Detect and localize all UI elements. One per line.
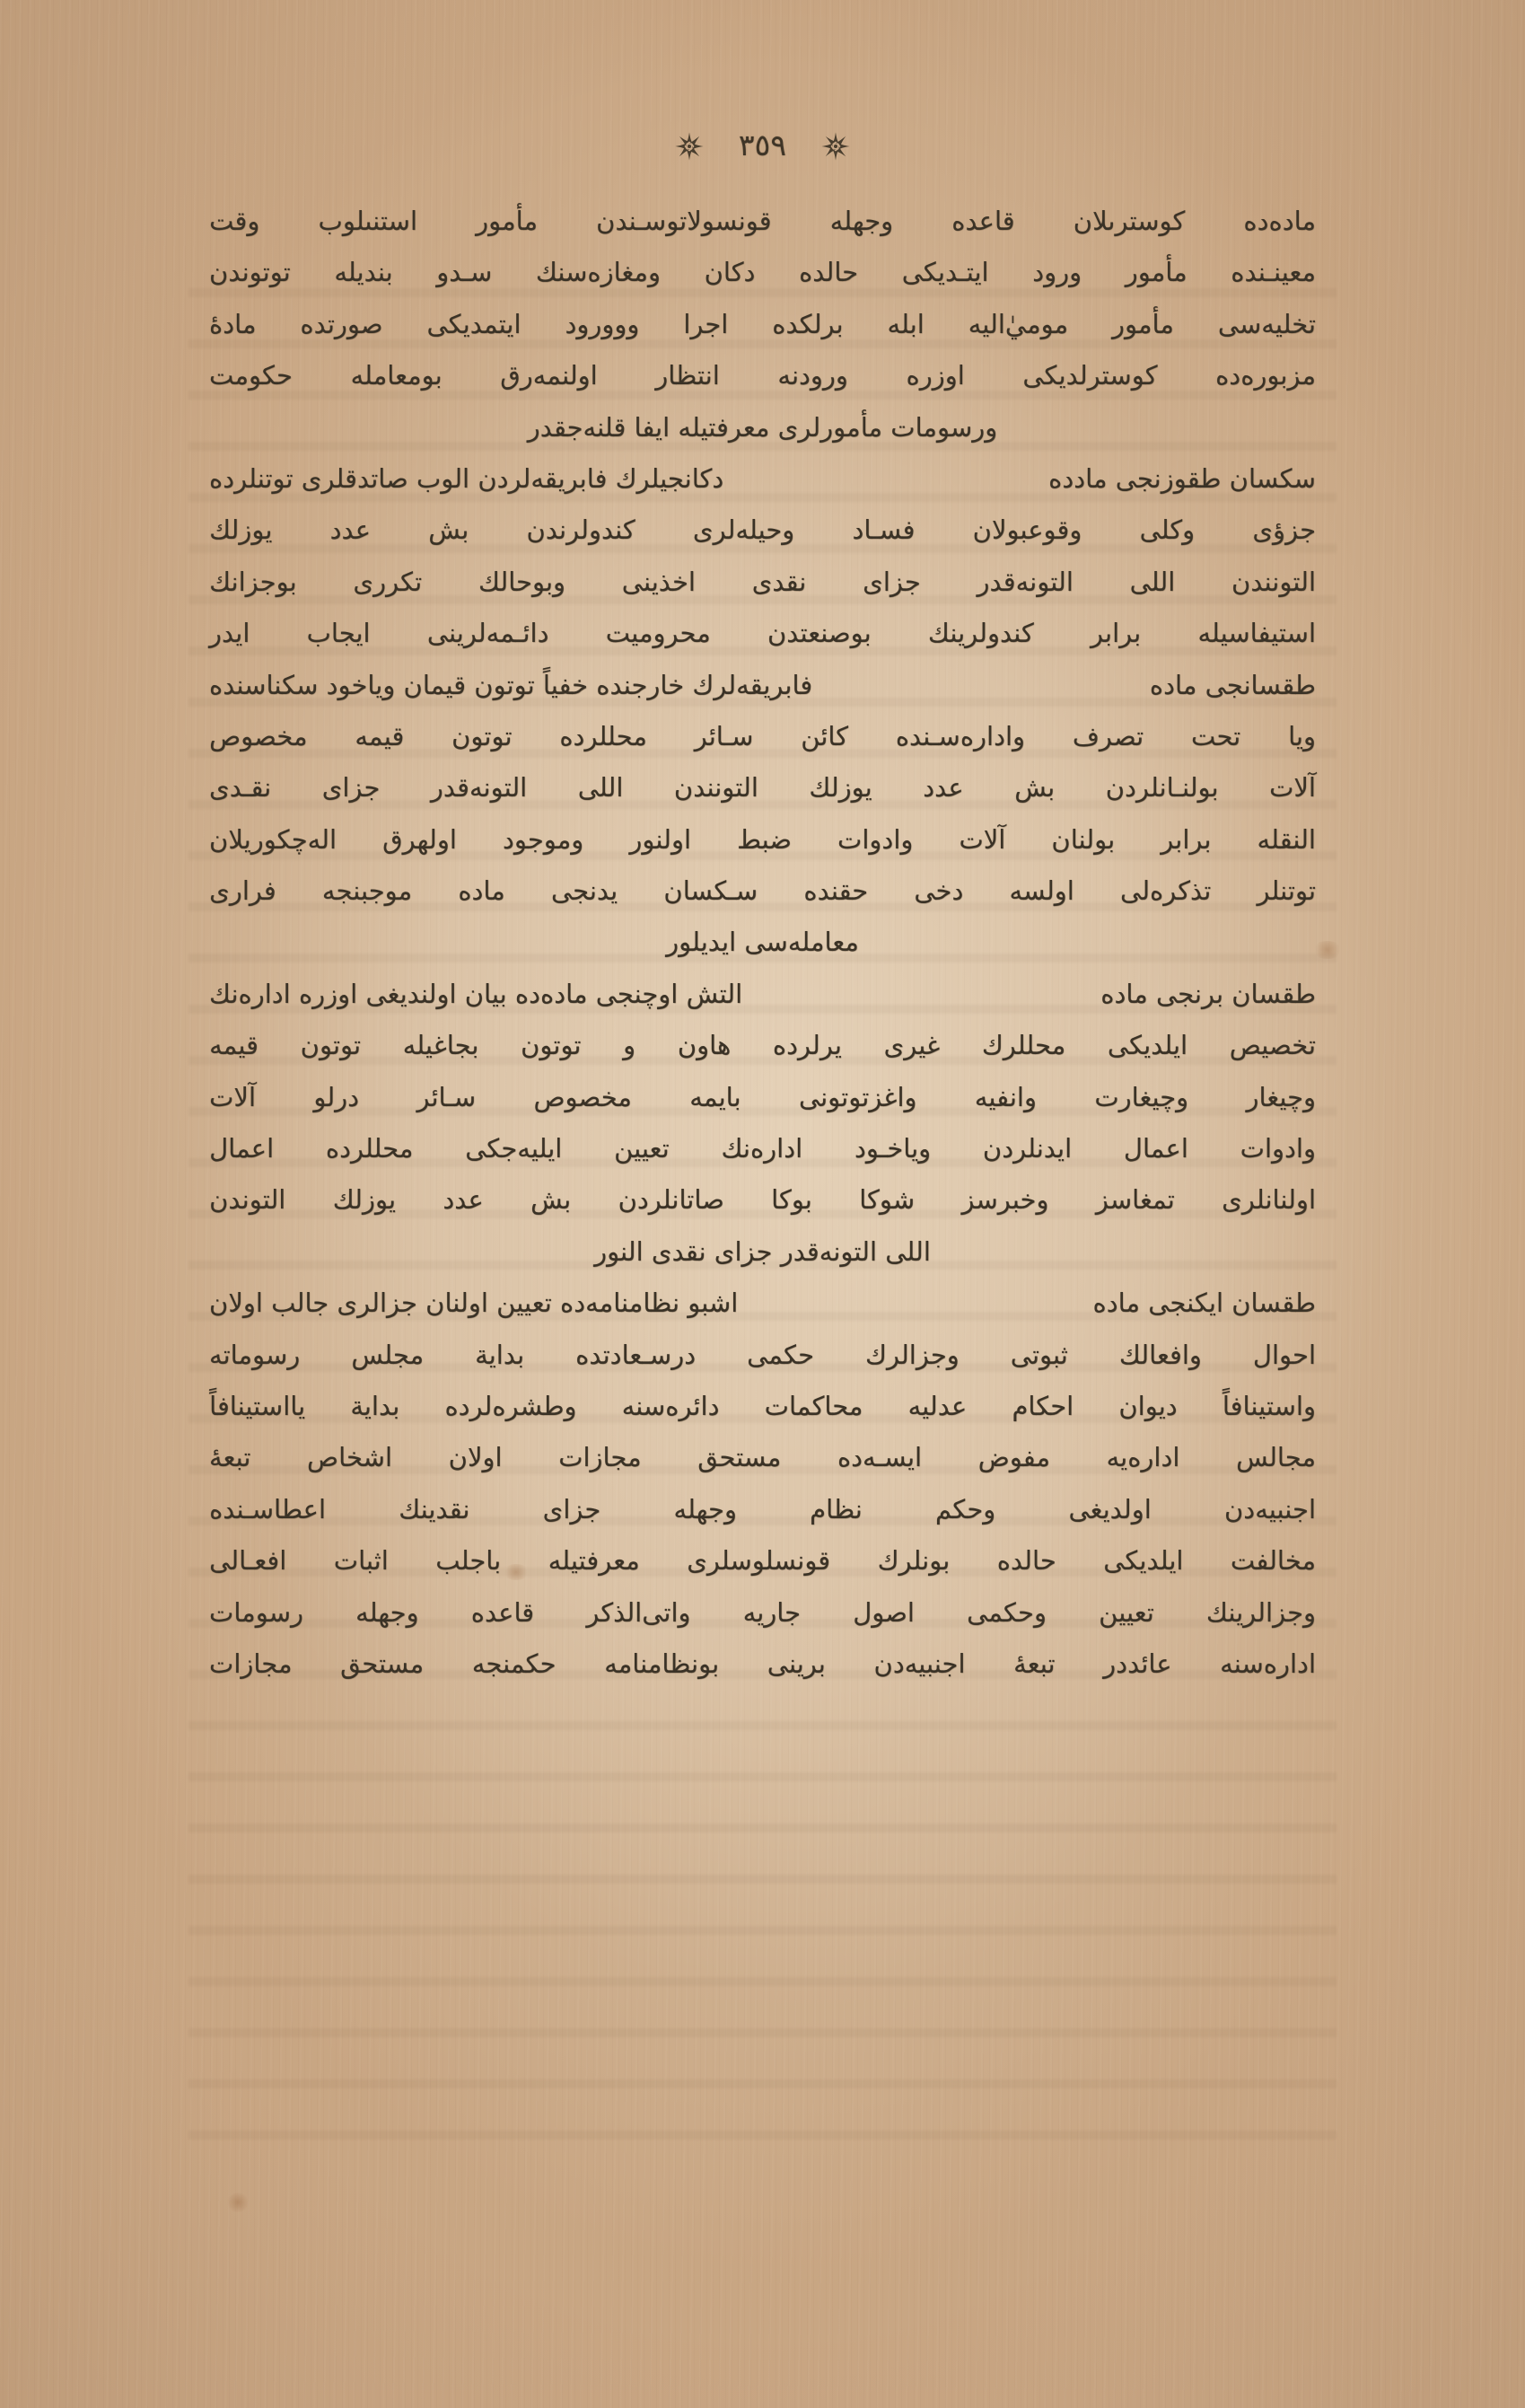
line-word: ويا [1288,720,1316,751]
line-word: بجاغيله [402,1030,479,1061]
line-word: بداية [350,1390,400,1421]
text-line [209,1020,1316,1071]
line-word: مفوض [977,1442,1050,1473]
line-word: تذكره‌لى [1120,875,1212,907]
line-word: عدد [443,1184,484,1216]
line-word: بومعامله [350,360,443,391]
line-word: بداية [475,1339,525,1370]
line-word: وانفيه [974,1081,1037,1112]
line-word: وجهله [673,1493,737,1525]
line-word: باجلب [435,1545,502,1577]
line-text: فابريقه‌لرك خارجنده خفياً توتون قيمان وياخود سكناسنده [209,669,813,700]
line-word: اجرا [683,308,729,339]
line-word: تبعهٔ [1013,1648,1056,1679]
line-word: كندولرندن [526,514,635,546]
line-word: وچيغار [1246,1081,1316,1112]
line-word: وچيغارت [1094,1081,1189,1112]
line-word: رسومات [209,1596,304,1628]
line-word: اللى [1129,566,1176,597]
line-word: ورودنه [777,360,848,391]
line-word: برابر [1091,618,1142,649]
text-line [209,453,1316,505]
line-word: عدد [329,514,372,546]
line-word: كوسترىلان [1073,206,1186,236]
line-word: آلات [209,1081,257,1112]
text-line [209,1432,1316,1483]
line-word: استيفاسيله [1197,618,1316,649]
line-word: ايلديكى [1103,1545,1184,1577]
line-word: التونندن [1231,566,1316,597]
line-word: مأمور [1112,308,1174,339]
line-word: اولنمه‌رق [500,360,598,391]
line-word: سـائر [694,720,754,751]
line-word: بايمه [689,1081,741,1112]
line-word: غيرى [883,1030,941,1061]
line-word: اعمال [209,1133,275,1164]
line-word: حالده [799,257,859,288]
line-word: وحكمى [967,1596,1047,1628]
line-word: صاتانلردن [618,1184,724,1216]
page-header [209,115,1316,178]
line-word: وحيله‌لرى [692,514,795,546]
line-word: مجازات [558,1442,642,1473]
line-word: حقنده [803,875,869,907]
line-word: توتون [521,1030,582,1061]
line-word: اداره‌نك [721,1133,803,1164]
line-word: كائن [801,720,849,751]
line-word: مجازات [209,1648,293,1679]
line-word: اولسه [1009,875,1074,907]
line-word: آلات [959,823,1006,855]
line-word: ايلديكى [1107,1030,1188,1061]
line-word: وطشره‌لرده [444,1390,577,1421]
line-word: برلكده [772,308,844,339]
line-word: تخصيص [1229,1030,1316,1061]
line-word: مستحق [697,1442,782,1473]
line-word: سـائر [416,1081,477,1112]
line-word: جزؤى [1252,514,1316,546]
line-word: ايتـديكى [901,257,989,288]
line-word: يدنجى [550,875,618,907]
line-word: وجهله [829,206,894,236]
line-word: ورود [1032,257,1082,288]
text-line [209,1639,1316,1690]
text-line [209,350,1316,401]
text-line [209,608,1316,659]
line-word: مزبوره‌ده [1215,360,1316,391]
text-line [209,1278,1316,1329]
line-word: درسـعادتده [575,1339,697,1370]
line-word: اله‌چكوريلان [209,823,337,855]
line-word: جزاى [542,1493,601,1525]
line-word: مجلس [351,1339,425,1370]
line-text: معامله‌سى ايديلور [666,927,859,958]
line-word: قيمه [209,1030,259,1061]
text-line [209,299,1316,350]
line-word: بوكا [771,1184,812,1216]
heading-gap [882,1278,949,1329]
line-word: اصول [853,1596,915,1628]
line-word: معرفتيله [548,1545,640,1577]
line-word: جاريه [742,1596,802,1628]
line-word: ايليه‌جكى [465,1133,563,1164]
line-word: مستحق [340,1648,425,1679]
line-word: برابر [1161,823,1212,855]
line-word: موجبنجه [321,875,413,907]
line-word: وجزالرك [865,1339,960,1370]
line-word: يااستينافاً [209,1390,306,1421]
line-word: ثبوتى [1010,1339,1068,1370]
line-word: توتوندن [209,257,291,288]
line-word: بولنـانلردن [1105,772,1219,804]
line-word: مخصوص [209,720,308,751]
text-line [209,814,1316,866]
line-word: بش [428,514,469,546]
line-word: مخصوص [533,1081,632,1112]
line-word: ايسـه‌ده [837,1442,923,1473]
line-word: بوجزانك [209,566,297,597]
body-text-block [209,196,1316,1690]
line-text: اشبو نظامنامه‌ده تعيين اولنان جزالرى جالب اولان [209,1287,739,1319]
line-word: حالده [996,1545,1056,1577]
line-word: النقله [1257,823,1316,855]
line-word: افعـالى [209,1545,287,1577]
line-word: بولنان [1051,823,1116,855]
line-word: نقدينك [399,1493,470,1525]
heading-gap [889,969,955,1020]
line-word: محاكمات [764,1390,863,1421]
line-word: بنديله [334,257,393,288]
text-line [209,917,1316,968]
line-word: برينى [767,1648,826,1679]
line-word: تعيين [614,1133,670,1164]
line-word: توتون [451,720,513,751]
line-word: هاون [677,1030,732,1061]
line-word: ماده [458,875,505,907]
line-word: ضبط [737,823,792,855]
line-word: واتى‌الذكر [586,1596,691,1628]
line-text: دكانجيلرك فابريقه‌لردن الوب صاتدقلرى توتنلرده [209,462,724,494]
line-word: اولنور [629,823,692,855]
heading-gap [948,660,1014,711]
line-word: استنىلوب [318,206,418,236]
line-word: بونظامنامه [604,1648,720,1679]
line-word: رسوماته [209,1339,301,1370]
text-line [209,402,1316,453]
line-word: يرلرده [772,1030,842,1061]
line-word: احوال [1252,1339,1316,1370]
line-word: وادوات [1240,1133,1316,1164]
line-word: ماده‌ده [1243,206,1316,236]
line-word: قاعده [951,206,1015,236]
line-word: ايدر [209,618,250,649]
text-line [209,1226,1316,1278]
line-word: بوصنعتدن [767,618,872,649]
line-word: نقدى [751,566,807,597]
line-word: وجزالرينك [1205,1596,1316,1628]
line-word: اجنبيه‌دن [873,1648,966,1679]
line-word: تصرف [1072,720,1144,751]
article-heading: طقسانجى ماده [1149,669,1316,700]
line-word: يوزلك [332,1184,397,1216]
line-word: مجالس [1236,1442,1316,1473]
text-line [209,762,1316,813]
line-word: كندولرينك [927,618,1034,649]
line-word: ايتمديكى [426,308,521,339]
line-word: تعيين [1099,1596,1154,1628]
line-word: كوسترلديكى [1022,360,1158,391]
line-word: تحت [1190,720,1241,751]
line-word: اداره‌يه [1106,1442,1180,1473]
text-line [209,1123,1316,1174]
text-line [209,866,1316,917]
line-word: وياخـود [854,1133,932,1164]
line-word: درلو [313,1081,360,1112]
line-word: وجهله [355,1596,419,1628]
line-word: انتظار [655,360,720,391]
line-word: توتنلر [1257,875,1316,907]
line-word: وافعالك [1118,1339,1202,1370]
text-line [209,505,1316,556]
line-word: محروميت [605,618,711,649]
line-word: واغزتوتونى [798,1081,917,1112]
line-word: تبعهٔ [209,1442,251,1473]
line-text: ورسومات مأمورلرى معرفتيله ايفا قلنه‌جقدر [527,411,998,443]
text-line [209,711,1316,762]
line-word: نقـدى [209,772,272,804]
line-word: قونسولاتوسـندن [596,206,772,236]
line-word: فسـاد [852,514,916,546]
line-word: ديوان [1118,1390,1178,1421]
line-word: عدليه [907,1390,968,1421]
line-word: شوكا [859,1184,916,1216]
page-number: ٣٥٩ [738,127,787,163]
line-word: جزاى [863,566,921,597]
line-word: و [623,1030,636,1061]
line-word: تخليه‌سى [1217,308,1316,339]
line-word: اعمال [1123,1133,1188,1164]
line-word: اوزره [906,360,965,391]
line-word: اخذينى [621,566,696,597]
line-word: اثبات [333,1545,389,1577]
line-word: اولنانلرى [1222,1184,1316,1216]
line-word: حكومت [209,360,293,391]
article-heading: طقسان برنجى ماده [1100,978,1316,1009]
article-heading: طقسان ايكنجى ماده [1092,1287,1316,1319]
line-word: معينـنده [1231,257,1316,288]
line-word: اللى [577,772,624,804]
text-line [209,196,1316,247]
text-line [209,1484,1316,1535]
line-word: قيمه [355,720,405,751]
floral-star-ornament-icon [674,131,705,162]
line-text: التش اوچنجى ماده‌ده بيان اولنديغى اوزره اداره‌نك [209,978,743,1009]
line-word: وبوحالك [478,566,566,597]
line-word: فرارى [209,875,276,907]
text-line [209,1174,1316,1226]
line-word: وموجود [502,823,584,855]
line-word: اداره‌سنه [1220,1648,1316,1679]
line-word: ايدنلردن [982,1133,1073,1164]
line-word: وحكم [935,1493,996,1525]
text-line [209,557,1316,608]
foxing-spot [1312,941,1343,959]
line-word: توتون [300,1030,362,1061]
line-word: اعطاسـنده [209,1493,327,1525]
line-word: التونه‌قدر [977,566,1074,597]
line-word: قاعده [470,1596,535,1628]
line-word: التوندن [209,1184,286,1216]
heading-gap [853,453,919,505]
text-line [209,969,1316,1020]
line-word: ابله [887,308,925,339]
line-word: عائددر [1103,1648,1172,1679]
line-word: سـكسان [663,875,758,907]
text-line [209,1330,1316,1381]
line-word: قونسلوسلرى [687,1545,831,1577]
text-line [209,1381,1316,1432]
floral-star-ornament-icon [820,131,851,162]
line-word: محللرده [559,720,647,751]
line-word: مادهٔ [209,308,257,339]
line-word: تمغاسز [1095,1184,1175,1216]
line-word: اجنبيه‌دن [1224,1493,1316,1525]
line-word: آلات [1269,772,1316,804]
line-word: حكمنجه [471,1648,557,1679]
line-word: محللرده [325,1133,414,1164]
line-word: صورتده [300,308,383,339]
article-heading: سكسان طقوزنجى مادده [1048,462,1316,494]
line-word: محللرك [981,1030,1066,1061]
line-word: يوزلك [209,514,273,546]
line-word: ومغازه‌سنك [535,257,661,288]
text-line [209,1535,1316,1586]
line-text: اللى التونه‌قدر جزاى نقدى النور [594,1235,931,1267]
line-word: التونندن [673,772,758,804]
line-word: وخبرسز [961,1184,1049,1216]
line-word: اولان [448,1442,503,1473]
line-word: واستينافاً [1222,1390,1316,1421]
line-word: واداره‌سـنده [895,720,1026,751]
line-word: حكمى [747,1339,815,1370]
line-word: مأمور [1125,257,1188,288]
line-word: وقت [209,206,260,236]
text-line [209,1072,1316,1123]
line-word: بش [1014,772,1056,804]
line-word: ايجاب [306,618,371,649]
line-word: دائره‌سنه [621,1390,720,1421]
line-word: نظام [810,1493,863,1525]
line-word: اشخاص [307,1442,393,1473]
line-word: دائـمه‌لرينى [426,618,549,649]
line-word: دكان [704,257,756,288]
line-word: اولهرق [382,823,457,855]
line-word: دخى [914,875,964,907]
line-word: تكررى [353,566,423,597]
line-word: مخالفت [1230,1545,1316,1577]
line-word: اولديغى [1068,1493,1152,1525]
line-word: موميٰ‌اليه [968,308,1069,339]
line-word: بونلرك [877,1545,951,1577]
line-word: وادوات [837,823,914,855]
line-word: جزاى [321,772,381,804]
page-content [209,0,1316,2408]
line-word: التونه‌قدر [430,772,528,804]
line-word: ووورود [565,308,640,339]
line-word: وقوعبولان [972,514,1082,546]
line-word: بش [530,1184,572,1216]
line-word: يوزلك [809,772,872,804]
line-word: سـدو [436,257,493,288]
line-word: احكام [1012,1390,1074,1421]
text-line [209,247,1316,298]
line-word: وكلى [1139,514,1196,546]
line-word: عدد [923,772,964,804]
text-line [209,660,1316,711]
text-line [209,1587,1316,1639]
line-word: مأمور [476,206,539,236]
